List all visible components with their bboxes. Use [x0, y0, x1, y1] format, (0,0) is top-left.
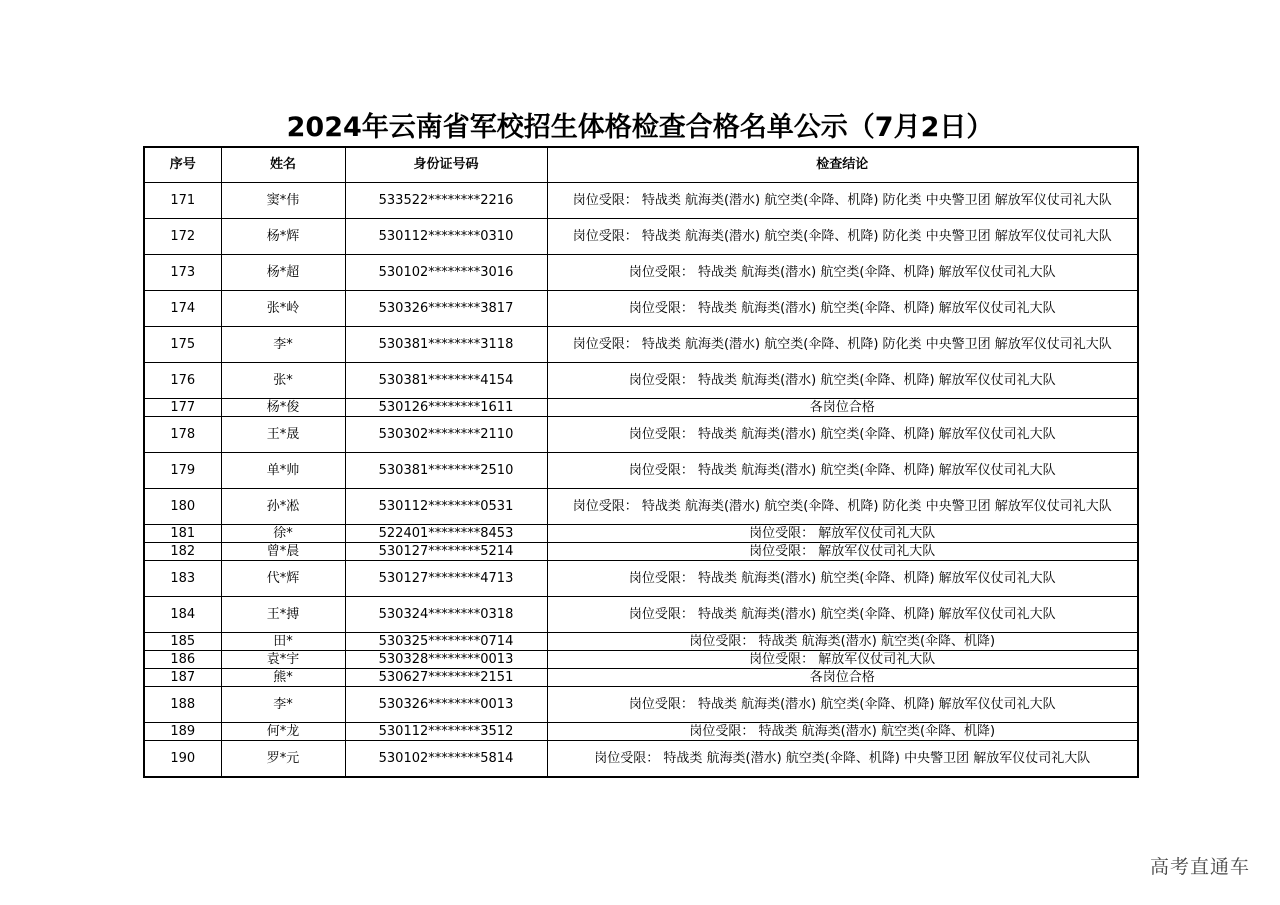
serial-cell: 171	[144, 183, 221, 219]
name-cell: 代*辉	[221, 561, 345, 597]
id-number-cell: 530127********5214	[345, 543, 547, 561]
id-number-cell: 530127********4713	[345, 561, 547, 597]
name-cell: 何*龙	[221, 723, 345, 741]
id-number-cell: 522401********8453	[345, 525, 547, 543]
id-number-cell: 530324********0318	[345, 597, 547, 633]
id-number-cell: 530326********3817	[345, 291, 547, 327]
table-row	[144, 597, 1138, 633]
id-number-cell: 530302********2110	[345, 417, 547, 453]
table-row	[144, 363, 1138, 399]
name-cell: 杨*辉	[221, 219, 345, 255]
id-number-cell: 530126********1611	[345, 399, 547, 417]
table-row	[144, 687, 1138, 723]
table-header-row	[144, 147, 1138, 183]
table-row	[144, 489, 1138, 525]
result-cell: 各岗位合格	[547, 399, 1138, 417]
table-row	[144, 561, 1138, 597]
serial-cell: 189	[144, 723, 221, 741]
serial-cell: 174	[144, 291, 221, 327]
result-cell: 岗位受限： 解放军仪仗司礼大队	[547, 543, 1138, 561]
id-number-cell: 530102********3016	[345, 255, 547, 291]
name-cell: 袁*宇	[221, 651, 345, 669]
name-cell: 孙*凇	[221, 489, 345, 525]
id-number-cell: 530328********0013	[345, 651, 547, 669]
result-cell: 岗位受限： 特战类 航海类(潜水) 航空类(伞降、机降) 解放军仪仗司礼大队	[547, 291, 1138, 327]
result-cell: 岗位受限： 特战类 航海类(潜水) 航空类(伞降、机降) 防化类 中央警卫团 解放军仪仗司礼大队	[547, 183, 1138, 219]
result-cell: 岗位受限： 特战类 航海类(潜水) 航空类(伞降、机降) 解放军仪仗司礼大队	[547, 417, 1138, 453]
name-cell: 熊*	[221, 669, 345, 687]
result-cell: 岗位受限： 特战类 航海类(潜水) 航空类(伞降、机降)	[547, 633, 1138, 651]
result-cell: 岗位受限： 特战类 航海类(潜水) 航空类(伞降、机降) 解放军仪仗司礼大队	[547, 687, 1138, 723]
name-cell: 曾*晨	[221, 543, 345, 561]
name-cell: 王*搏	[221, 597, 345, 633]
table-row	[144, 219, 1138, 255]
table-row	[144, 651, 1138, 669]
result-cell: 岗位受限： 特战类 航海类(潜水) 航空类(伞降、机降) 解放军仪仗司礼大队	[547, 597, 1138, 633]
result-cell: 岗位受限： 特战类 航海类(潜水) 航空类(伞降、机降)	[547, 723, 1138, 741]
name-cell: 徐*	[221, 525, 345, 543]
header-serial: 序号	[144, 147, 221, 183]
serial-cell: 190	[144, 741, 221, 778]
name-cell: 田*	[221, 633, 345, 651]
name-cell: 单*帅	[221, 453, 345, 489]
table-row	[144, 417, 1138, 453]
result-cell: 岗位受限： 特战类 航海类(潜水) 航空类(伞降、机降) 防化类 中央警卫团 解放军仪仗司礼大队	[547, 489, 1138, 525]
table-row	[144, 741, 1138, 778]
table-row	[144, 327, 1138, 363]
serial-cell: 182	[144, 543, 221, 561]
serial-cell: 179	[144, 453, 221, 489]
table-row	[144, 525, 1138, 543]
id-number-cell: 530112********0310	[345, 219, 547, 255]
name-cell: 李*	[221, 327, 345, 363]
serial-cell: 180	[144, 489, 221, 525]
watermark: 高考直通车	[1149, 856, 1250, 878]
result-cell: 岗位受限： 特战类 航海类(潜水) 航空类(伞降、机降) 解放军仪仗司礼大队	[547, 453, 1138, 489]
id-number-cell: 530326********0013	[345, 687, 547, 723]
id-number-cell: 530381********3118	[345, 327, 547, 363]
name-cell: 杨*超	[221, 255, 345, 291]
header-id-number: 身份证号码	[345, 147, 547, 183]
name-cell: 王*晟	[221, 417, 345, 453]
id-number-cell: 530381********2510	[345, 453, 547, 489]
result-cell: 岗位受限： 特战类 航海类(潜水) 航空类(伞降、机降) 解放军仪仗司礼大队	[547, 255, 1138, 291]
name-cell: 杨*俊	[221, 399, 345, 417]
result-cell: 岗位受限： 特战类 航海类(潜水) 航空类(伞降、机降) 中央警卫团 解放军仪仗司礼大队	[547, 741, 1138, 778]
serial-cell: 178	[144, 417, 221, 453]
result-cell: 各岗位合格	[547, 669, 1138, 687]
result-cell: 岗位受限： 解放军仪仗司礼大队	[547, 525, 1138, 543]
serial-cell: 185	[144, 633, 221, 651]
id-number-cell: 530381********4154	[345, 363, 547, 399]
table-row	[144, 633, 1138, 651]
id-number-cell: 530112********0531	[345, 489, 547, 525]
table-row	[144, 723, 1138, 741]
serial-cell: 176	[144, 363, 221, 399]
id-number-cell: 530112********3512	[345, 723, 547, 741]
id-number-cell: 530627********2151	[345, 669, 547, 687]
result-cell: 岗位受限： 解放军仪仗司礼大队	[547, 651, 1138, 669]
id-number-cell: 530325********0714	[345, 633, 547, 651]
page-title: 2024年云南省军校招生体格检查合格名单公示（7月2日）	[286, 112, 994, 143]
name-cell: 罗*元	[221, 741, 345, 778]
table-row	[144, 543, 1138, 561]
id-number-cell: 533522********2216	[345, 183, 547, 219]
serial-cell: 183	[144, 561, 221, 597]
name-cell: 李*	[221, 687, 345, 723]
serial-cell: 181	[144, 525, 221, 543]
table-row	[144, 669, 1138, 687]
name-cell: 张*岭	[221, 291, 345, 327]
table-row	[144, 183, 1138, 219]
result-cell: 岗位受限： 特战类 航海类(潜水) 航空类(伞降、机降) 防化类 中央警卫团 解放军仪仗司礼大队	[547, 327, 1138, 363]
serial-cell: 186	[144, 651, 221, 669]
qualification-table	[143, 146, 1139, 778]
result-cell: 岗位受限： 特战类 航海类(潜水) 航空类(伞降、机降) 解放军仪仗司礼大队	[547, 363, 1138, 399]
result-cell: 岗位受限： 特战类 航海类(潜水) 航空类(伞降、机降) 解放军仪仗司礼大队	[547, 561, 1138, 597]
table-row	[144, 399, 1138, 417]
name-cell: 窦*伟	[221, 183, 345, 219]
header-result: 检查结论	[547, 147, 1138, 183]
table-row	[144, 453, 1138, 489]
serial-cell: 184	[144, 597, 221, 633]
id-number-cell: 530102********5814	[345, 741, 547, 778]
table-row	[144, 255, 1138, 291]
header-name: 姓名	[221, 147, 345, 183]
serial-cell: 187	[144, 669, 221, 687]
serial-cell: 172	[144, 219, 221, 255]
serial-cell: 173	[144, 255, 221, 291]
serial-cell: 177	[144, 399, 221, 417]
serial-cell: 188	[144, 687, 221, 723]
table-row	[144, 291, 1138, 327]
result-cell: 岗位受限： 特战类 航海类(潜水) 航空类(伞降、机降) 防化类 中央警卫团 解放军仪仗司礼大队	[547, 219, 1138, 255]
serial-cell: 175	[144, 327, 221, 363]
name-cell: 张*	[221, 363, 345, 399]
